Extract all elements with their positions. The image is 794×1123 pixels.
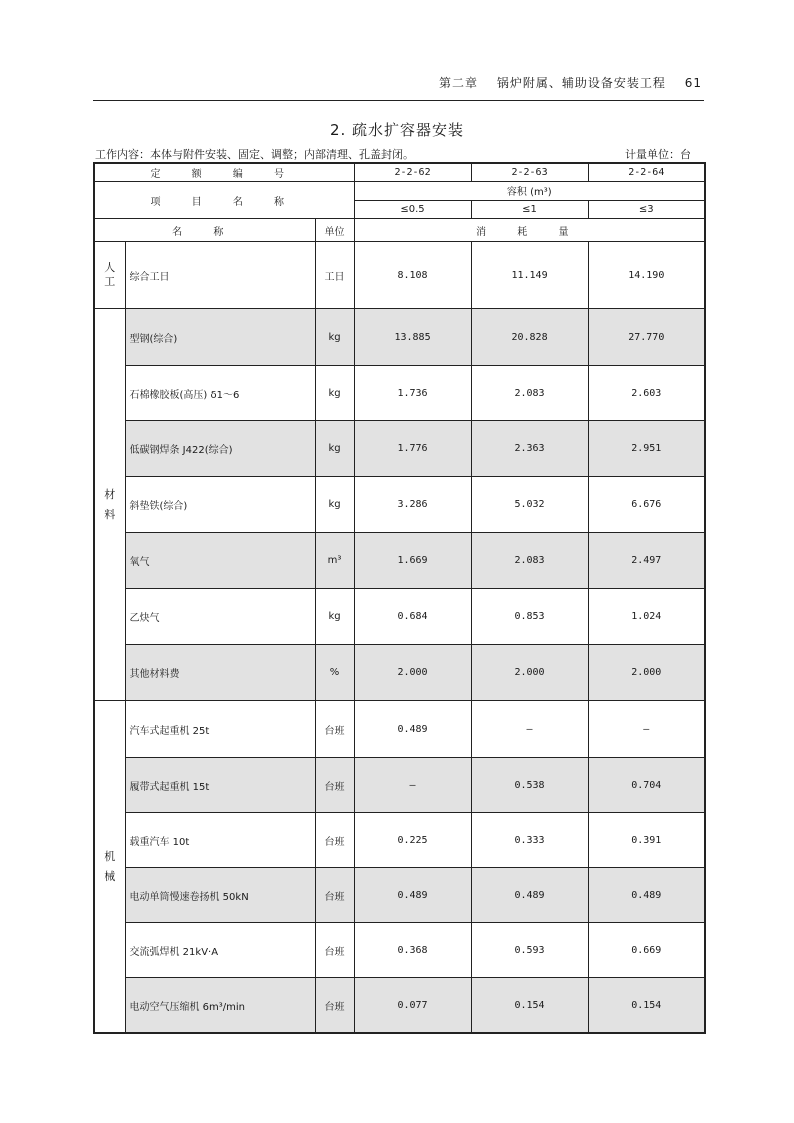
- value-cell: 0.154: [471, 978, 588, 1034]
- table-row: [94, 868, 705, 923]
- value-cell: 2.000: [354, 645, 471, 701]
- item-unit: 台班: [315, 758, 354, 813]
- item-unit: 台班: [315, 978, 354, 1034]
- value-cell: 11.149: [471, 242, 588, 309]
- group-label-char: 材: [104, 487, 116, 501]
- value-cell: 3.286: [354, 477, 471, 533]
- item-name: 石棉橡胶板(高压) δ1～6: [125, 366, 315, 421]
- volume-label: 容积 (m³): [354, 182, 705, 201]
- item-unit: %: [315, 645, 354, 701]
- value-cell: 13.885: [354, 309, 471, 366]
- item-unit: 台班: [315, 701, 354, 758]
- table-row: [94, 923, 705, 978]
- item-name: 综合工日: [125, 242, 315, 309]
- group-label: [94, 701, 125, 1034]
- item-name: 型钢(综合): [125, 309, 315, 366]
- header-rule: [93, 100, 704, 101]
- value-cell: 2.083: [471, 366, 588, 421]
- value-cell: 0.368: [354, 923, 471, 978]
- value-cell: 0.489: [471, 868, 588, 923]
- value-cell: 0.077: [354, 978, 471, 1034]
- table-row: [94, 533, 705, 589]
- value-cell: 1.669: [354, 533, 471, 589]
- item-name: 低碳钢焊条 J422(综合): [125, 421, 315, 477]
- code-cell: 2-2-64: [588, 163, 705, 182]
- value-cell: —: [471, 701, 588, 758]
- table-row: [94, 645, 705, 701]
- value-cell: 14.190: [588, 242, 705, 309]
- value-cell: 0.154: [588, 978, 705, 1034]
- table-row: [94, 589, 705, 645]
- item-unit: 工日: [315, 242, 354, 309]
- item-name: 氧气: [125, 533, 315, 589]
- table-row: [94, 701, 705, 758]
- value-cell: 2.083: [471, 533, 588, 589]
- item-unit: 台班: [315, 923, 354, 978]
- work-content: 工作内容：本体与附件安装、固定、调整；内部清理、孔盖封闭。: [95, 148, 414, 161]
- item-name: 交流弧焊机 21kV·A: [125, 923, 315, 978]
- value-cell: 0.225: [354, 813, 471, 868]
- value-cell: 0.391: [588, 813, 705, 868]
- item-unit: kg: [315, 421, 354, 477]
- item-unit: m³: [315, 533, 354, 589]
- page-number: 61: [684, 76, 702, 90]
- table-row: [94, 758, 705, 813]
- quota-label: 定 额 编 号: [94, 163, 354, 182]
- page-header: [425, 74, 702, 91]
- code-cell: 2-2-63: [471, 163, 588, 182]
- value-cell: 0.333: [471, 813, 588, 868]
- item-unit: kg: [315, 477, 354, 533]
- value-cell: 2.951: [588, 421, 705, 477]
- value-cell: 5.032: [471, 477, 588, 533]
- table-row: [94, 978, 705, 1034]
- table-row: [94, 477, 705, 533]
- name-col-header: 名 称: [94, 219, 315, 242]
- consume-col-header: 消 耗 量: [354, 219, 705, 242]
- group-label-char: 人: [104, 261, 116, 274]
- value-cell: 2.363: [471, 421, 588, 477]
- volume-cell: ≤0.5: [354, 200, 471, 219]
- section-label: 锅炉附属、辅助设备安装工程: [496, 76, 666, 90]
- item-unit: 台班: [315, 868, 354, 923]
- table-row: [94, 309, 705, 366]
- chapter-label: 第二章: [439, 76, 479, 90]
- page-title: 2. 疏水扩容器安装: [329, 121, 465, 139]
- item-name: 载重汽车 10t: [125, 813, 315, 868]
- value-cell: 2.000: [588, 645, 705, 701]
- value-cell: 2.497: [588, 533, 705, 589]
- value-cell: —: [354, 758, 471, 813]
- group-label: [94, 309, 125, 701]
- value-cell: 1.736: [354, 366, 471, 421]
- measure-unit: 计量单位：台: [625, 148, 691, 161]
- item-name: 电动单筒慢速卷扬机 50kN: [125, 868, 315, 923]
- value-cell: 0.669: [588, 923, 705, 978]
- value-cell: 1.024: [588, 589, 705, 645]
- value-cell: 6.676: [588, 477, 705, 533]
- group-label: [94, 242, 125, 309]
- item-name: 电动空气压缩机 6m³/min: [125, 978, 315, 1034]
- value-cell: 0.489: [588, 868, 705, 923]
- value-cell: 2.000: [471, 645, 588, 701]
- value-cell: 2.603: [588, 366, 705, 421]
- item-name: 乙炔气: [125, 589, 315, 645]
- value-cell: 0.704: [588, 758, 705, 813]
- unit-col-header: 单位: [315, 219, 354, 242]
- table-row: [94, 813, 705, 868]
- quota-table: [93, 162, 706, 1034]
- value-cell: 0.853: [471, 589, 588, 645]
- item-unit: kg: [315, 309, 354, 366]
- value-cell: 0.489: [354, 701, 471, 758]
- value-cell: —: [588, 701, 705, 758]
- code-cell: 2-2-62: [354, 163, 471, 182]
- value-cell: 1.776: [354, 421, 471, 477]
- volume-cell: ≤3: [588, 200, 705, 219]
- table-row: [94, 421, 705, 477]
- value-cell: 27.770: [588, 309, 705, 366]
- value-cell: 8.108: [354, 242, 471, 309]
- item-name: 汽车式起重机 25t: [125, 701, 315, 758]
- item-name: 斜垫铁(综合): [125, 477, 315, 533]
- value-cell: 0.684: [354, 589, 471, 645]
- group-label-char: 械: [104, 869, 116, 883]
- value-cell: 0.538: [471, 758, 588, 813]
- item-name: 履带式起重机 15t: [125, 758, 315, 813]
- item-unit: kg: [315, 589, 354, 645]
- item-name: 其他材料费: [125, 645, 315, 701]
- item-unit: kg: [315, 366, 354, 421]
- item-label: 项 目 名 称: [94, 182, 354, 219]
- group-label-char: 料: [104, 507, 116, 521]
- value-cell: 0.489: [354, 868, 471, 923]
- item-unit: 台班: [315, 813, 354, 868]
- volume-cell: ≤1: [471, 200, 588, 219]
- group-label-char: 工: [104, 275, 116, 288]
- table-row: [94, 366, 705, 421]
- value-cell: 0.593: [471, 923, 588, 978]
- group-label-char: 机: [104, 849, 116, 863]
- table-row: [94, 242, 705, 309]
- value-cell: 20.828: [471, 309, 588, 366]
